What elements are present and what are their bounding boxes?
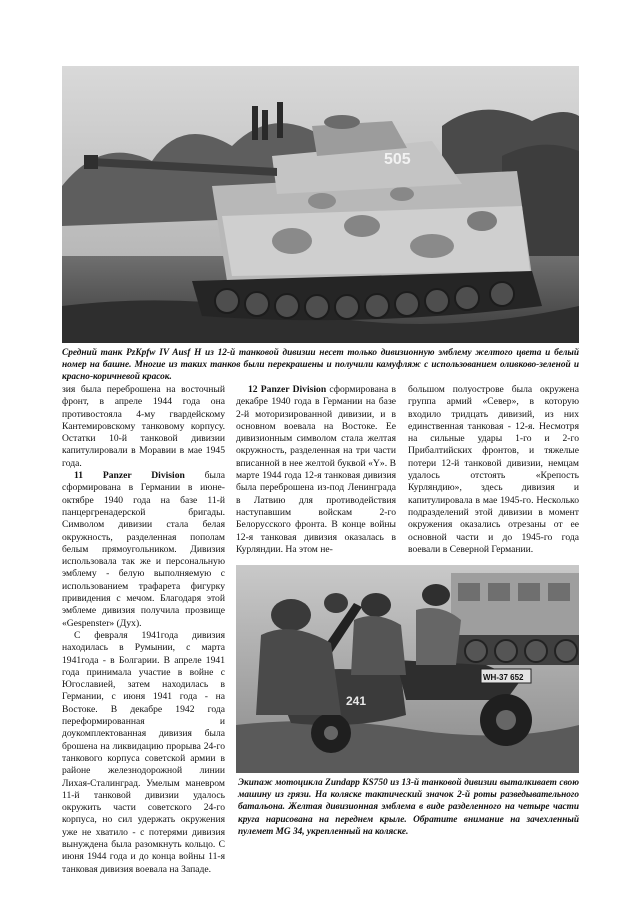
panzer-iv-image [62, 66, 579, 343]
paragraph-text: сформирована в декабре 1940 года в Германии на базе 2-й моторизированной дивизии, и в основном воевала на Востоке. Ее дивизионным символом стала желтая окружность, разделенная на три части вписанной в нее желтой буквой «Y». В марте 1944 года 12-я танковая дивизия была переброшена из-под Ленинграда в Латвию для противодействия наступавшим войскам 2-го Белорусского фронта. В конце войны 12-я танковая дивизия оказалась в Курляндии. На этом не- [236, 384, 396, 555]
license-plate: WH-37 652 [483, 673, 524, 682]
paragraph-text: была сформирована в Германии в июне-октябре 1940 года на базе 11-й панцергренадерской бригады. Символом дивизии стала белая окружность, разделенная пополам белым прямоугольником. Дивизия использовала так же и персональную эмблему - белую выполняемую с использованием трафарета фигурку привидения с мечом. Благодаря этой эмблеме дивизия получила прозвище «Gespenster» (Дух). [62, 470, 225, 629]
motorcycle-photo [236, 565, 579, 773]
tank-photo [62, 66, 579, 343]
division-name: 11 Panzer Division [74, 470, 185, 482]
division-name: 12 Panzer Division [248, 384, 327, 395]
paragraph: большом полуострове была окружена группа армий «Север», в которую входило тридцать дивизий, из них единственная танковая - 12-я. Несмотря на сильные удары 1-го и 2-го Прибалтийских фронтов, и тяжелые потери 12-й танковой дивизии, немцам удалось отстоять «Крепость Курляндию», здесь дивизия и капитулировала в мае 1945-го. Несколько подразделений этой дивизии в момент окружения оказались отрезаны от ее основной части и до 1945-го года воевали в Северной Германии. [408, 384, 579, 555]
paragraph [62, 470, 225, 630]
paragraph [236, 384, 396, 556]
text-column-3 [408, 384, 579, 556]
text-column-2 [236, 384, 396, 556]
turret-number: 505 [384, 151, 411, 168]
text-column-1 [62, 384, 225, 876]
sidecar-marking: 241 [346, 694, 367, 708]
paragraph: зия была переброшена на восточный фронт, в апреле 1944 года она противостояла 4-му гвардейскому Кантемировскому танковому корпусу. Остатки 10-й танковой дивизии капитулировали в Моравии в мае 1945 года. [62, 384, 225, 469]
paragraph: С февраля 1941года дивизия находилась в Румынии, с марта 1941года - в Болгарии. В апреле 1941 года принимала участие в войне с Югославией, затем находилась в Германии, с июня 1941 года - на Востоке. В декабре 1942 года переформированная и доукомплектованная дивизия была брошена на ликвидацию прорыва 24-го танкового корпуса советской армии в районе железнодорожной линии Лихая-Сталинград. Умелым маневром 11-й танковой дивизии удалось окружить части советского 24-го корпуса, но сил удержать окружения уже не хватило - с потерями дивизия вынуждена была разомкнуть кольцо. С июня 1944 года и до конца войны 11-я танковая дивизия воевала на Западе. [62, 629, 225, 875]
zundapp-motorcycle-image [236, 565, 579, 773]
caption-top: Средний танк PzKpfw IV Ausf H из 12-й танковой дивизии несет только дивизионную эмблему желтого цвета и белый номер на башне. Многие из таких танков были перекрашены и получили камуфляж с использованием оливково-зеленой и красно-коричневой красок. [62, 348, 579, 383]
caption-bottom: Экипаж мотоцикла Zundapp KS750 из 13-й танковой дивизии выталкивает свою машину из грязи. На коляске тактический значок 2-й роты разведывательного батальона. Желтая дивизионная эмблема в виде разделенного на четыре части круга нарисована на переднем крыле. Обратите внимание на зачехленный пулемет MG 34, укрепленный на коляске. [238, 778, 579, 837]
